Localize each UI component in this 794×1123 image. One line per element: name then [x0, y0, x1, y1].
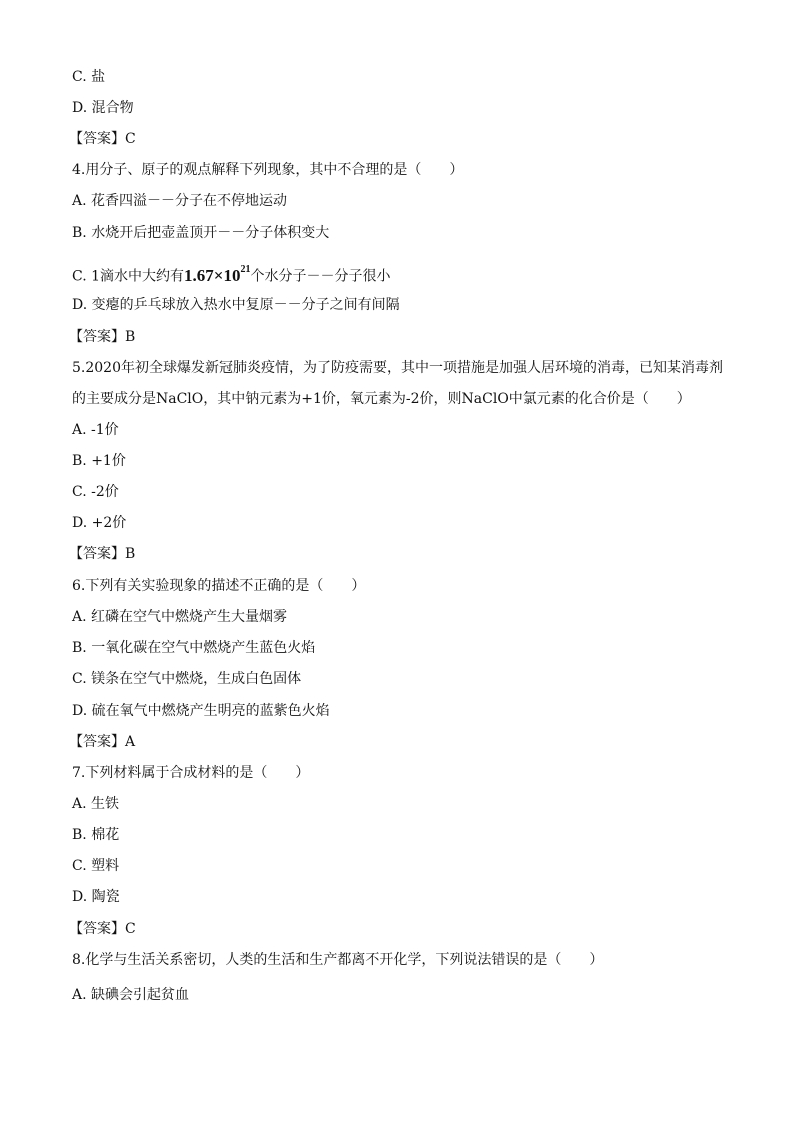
option-a-q8: A. 缺碘会引起贫血	[72, 987, 190, 1003]
option-a-q4: A. 花香四溢－－分子在不停地运动	[72, 193, 288, 209]
option-d-q5: D. +2价	[72, 515, 127, 531]
formula-base: 1.67×10	[184, 265, 241, 285]
option-c-q4	[72, 262, 390, 287]
question-5-line-1: 5.2020年初全球爆发新冠肺炎疫情，为了防疫需要，其中一项措施是加强人居环境的消毒，已知某消毒剂	[72, 360, 723, 376]
answer-q4: 【答案】B	[69, 329, 136, 345]
option-b-q5: B. +1价	[72, 453, 126, 469]
question-4: 4.用分子、原子的观点解释下列现象，其中不合理的是（ ）	[72, 162, 464, 178]
option-b-q4: B. 水烧开后把壶盖顶开－－分子体积变大	[72, 225, 330, 241]
answer-q5: 【答案】B	[69, 546, 136, 562]
question-8: 8.化学与生活关系密切，人类的生活和生产都离不开化学，下列说法错误的是（ ）	[72, 952, 604, 968]
answer-q7: 【答案】C	[69, 921, 136, 937]
option-d-q4: D. 变瘪的乒乓球放入热水中复原－－分子之间有间隔	[72, 297, 400, 313]
option-b-q7: B. 棉花	[72, 827, 120, 843]
option-c-q4-text-2: 个水分子－－分子很小	[250, 268, 391, 285]
option-a-q6: A. 红磷在空气中燃烧产生大量烟雾	[72, 609, 288, 625]
option-c-q3: C. 盐	[72, 69, 106, 85]
option-b-q6: B. 一氧化碳在空气中燃烧产生蓝色火焰	[72, 640, 316, 656]
answer-q3: 【答案】C	[69, 131, 136, 147]
option-c-q6: C. 镁条在空气中燃烧，生成白色固体	[72, 671, 302, 687]
option-d-q3: D. 混合物	[72, 100, 134, 116]
question-7: 7.下列材料属于合成材料的是（ ）	[72, 765, 310, 781]
option-d-q7: D. 陶瓷	[72, 889, 120, 905]
option-c-q4-text-1: C. 1滴水中大约有	[72, 268, 185, 285]
formula-exponent: 21	[240, 264, 251, 275]
question-5-line-2: 的主要成分是NaClO，其中钠元素为+1价，氧元素为-2价，则NaClO中氯元素的化合价是（ ）	[72, 391, 691, 407]
option-d-q6: D. 硫在氧气中燃烧产生明亮的蓝紫色火焰	[72, 703, 330, 719]
question-6: 6.下列有关实验现象的描述不正确的是（ ）	[72, 578, 366, 594]
option-a-q7: A. 生铁	[72, 796, 120, 812]
formula	[184, 266, 250, 285]
option-a-q5: A. -1价	[72, 422, 119, 438]
option-c-q5: C. -2价	[72, 484, 119, 500]
option-c-q7: C. 塑料	[72, 858, 120, 874]
answer-q6: 【答案】A	[69, 734, 136, 750]
